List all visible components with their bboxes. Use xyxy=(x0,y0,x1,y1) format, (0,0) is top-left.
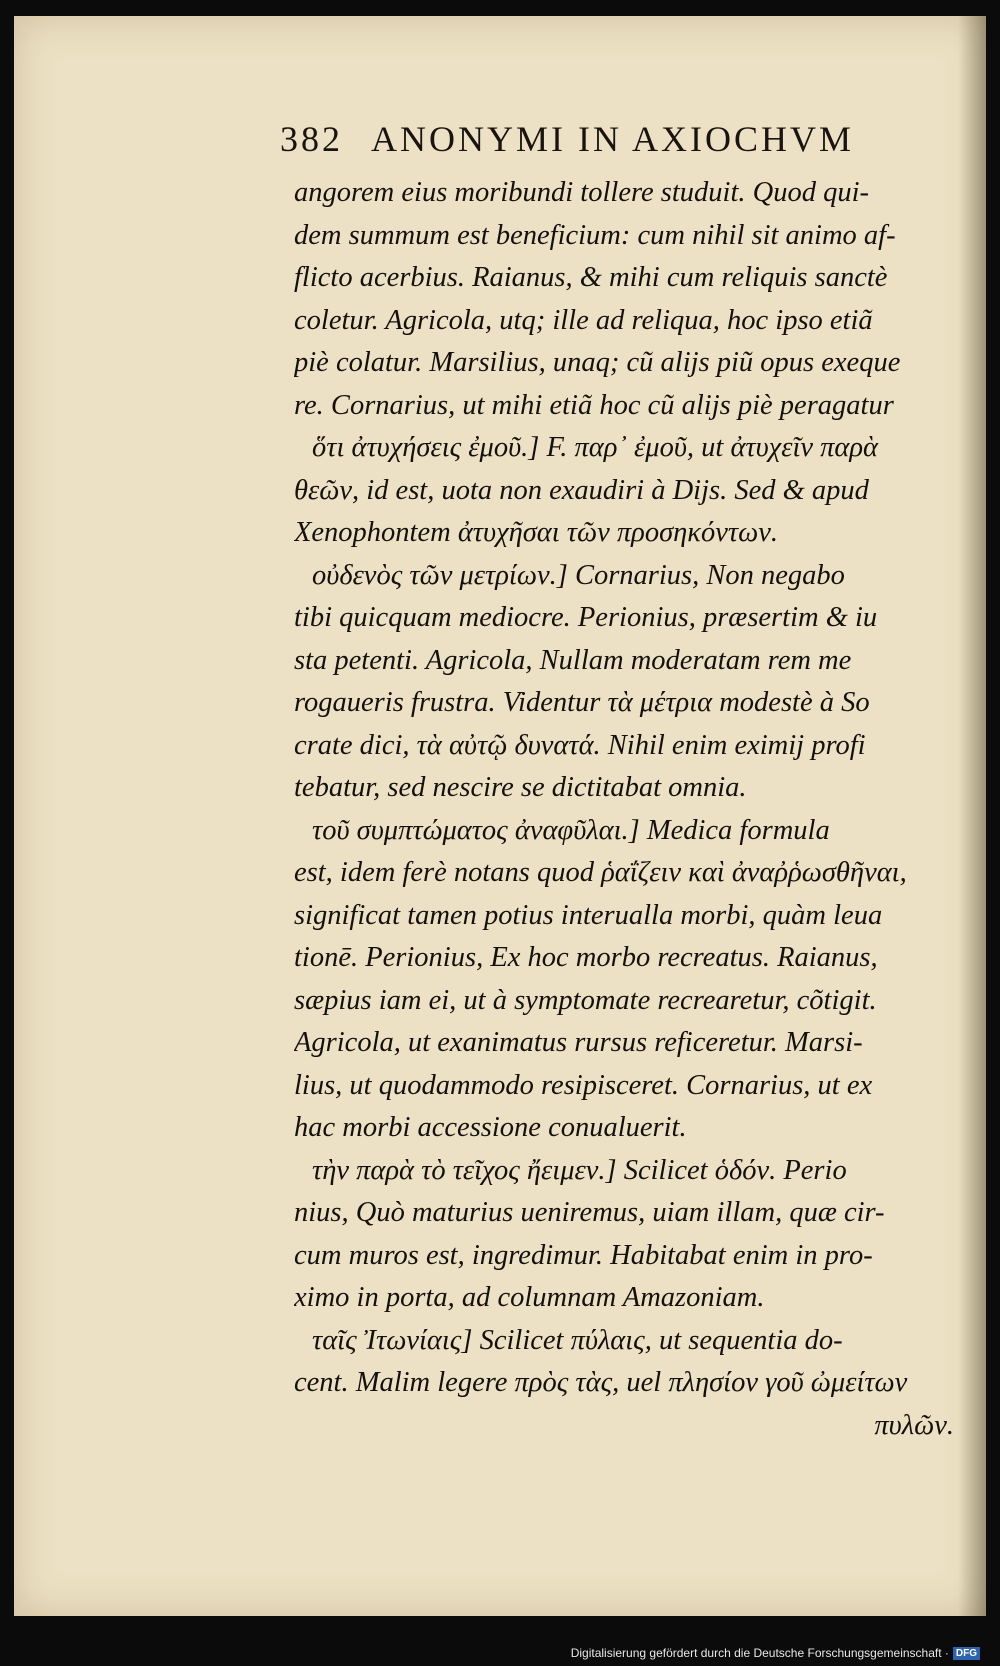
text-line: tionē. Perionius, Ex hoc morbo recreatus. Raianus, xyxy=(294,942,878,973)
text-line: Agricola, ut exanimatus rursus reficeretur. Marsi- xyxy=(294,1027,863,1058)
text-line: dem summum est beneficium: cum nihil sit animo af- xyxy=(294,219,896,251)
text-line: tibi quicquam mediocre. Perionius, præsertim & iu xyxy=(294,602,878,633)
running-head xyxy=(280,118,940,160)
text-line: hac morbi accessione conualuerit. xyxy=(294,1112,687,1143)
lemma-line: οὐδενὸς τῶν μετρίων.] Cornarius, Non negabo xyxy=(312,559,845,591)
running-title: ANONYMI IN AXIOCHVM xyxy=(371,119,854,159)
text-line: cum muros est, ingredimur. Habitabat enim in pro- xyxy=(294,1239,873,1271)
lemma-line: τὴν παρὰ τὸ τεῖχος ἤειμεν.] Scilicet ὁδόν. Perio xyxy=(312,1154,847,1186)
text-line: coletur. Agricola, utq; ille ad reliqua, hoc ipso etiã xyxy=(294,304,873,336)
text-line: crate dici, τὰ αὐτῷ δυνατά. Nihil enim eximij profi xyxy=(294,729,866,761)
body-text xyxy=(294,172,954,1447)
text-line: tebatur, sed nescire se dictitabat omnia. xyxy=(294,772,747,803)
text-line: significat tamen potius interualla morbi, quàm leua xyxy=(294,899,883,931)
text-line: ximo in porta, ad columnam Amazoniam. xyxy=(294,1282,765,1313)
lemma-line: τοῦ συμπτώματος ἀναφῦλαι.] Medica formula xyxy=(312,814,830,846)
dfg-logo: DFG xyxy=(953,1647,980,1660)
text-line: nius, Quò maturius ueniremus, uiam illam, quæ cir- xyxy=(294,1197,885,1228)
text-line: lius, ut quodammodo resipisceret. Cornarius, ut ex xyxy=(294,1069,873,1101)
lemma-line: ὅτι ἀτυχήσεις ἐμοῦ.] F. παρ᾽ ἐμοῦ, ut ἀτυχεῖν παρὰ xyxy=(312,432,879,463)
page-number: 382 xyxy=(280,119,343,159)
text-line: est, idem ferè notans quod ῥαΐζειν καὶ ἀναῤῥωσθῆναι, xyxy=(294,857,907,888)
book-page xyxy=(14,16,986,1616)
text-line: sæpius iam ei, ut à symptomate recrearetur, cõtigit. xyxy=(294,984,877,1016)
text-line: sta petenti. Agricola, Nullam moderatam rem me xyxy=(294,644,852,676)
text-line: angorem eius moribundi tollere studuit. Quod qui- xyxy=(294,177,869,208)
text-line: θεῶν, id est, uota non exaudiri à Dijs. Sed & apud xyxy=(294,474,869,506)
text-line: flicto acerbius. Raianus, & mihi cum reliquis sanctè xyxy=(294,262,888,293)
text-line: rogaueris frustra. Videntur τὰ μέτρια modestè à So xyxy=(294,687,870,718)
lemma-line: ταῖς Ἰτωνίαις] Scilicet πύλαις, ut sequentia do- xyxy=(312,1324,843,1356)
text-line: πυλῶν. xyxy=(874,1409,954,1441)
text-line: Xenophontem ἀτυχῆσαι τῶν προσηκόντων. xyxy=(294,517,778,548)
text-line: re. Cornarius, ut mihi etiã hoc cũ alijs piè peragatur xyxy=(294,389,894,421)
text-line: piè colatur. Marsilius, unaq; cũ alijs piũ opus exeque xyxy=(294,347,901,378)
digitization-credit xyxy=(571,1646,980,1660)
text-line: cent. Malim legere πρὸς τὰς, uel πλησίον γοῦ ὠμείτων xyxy=(294,1367,908,1398)
credit-text: Digitalisierung gefördert durch die Deutsche Forschungsgemeinschaft · xyxy=(570,1646,949,1660)
